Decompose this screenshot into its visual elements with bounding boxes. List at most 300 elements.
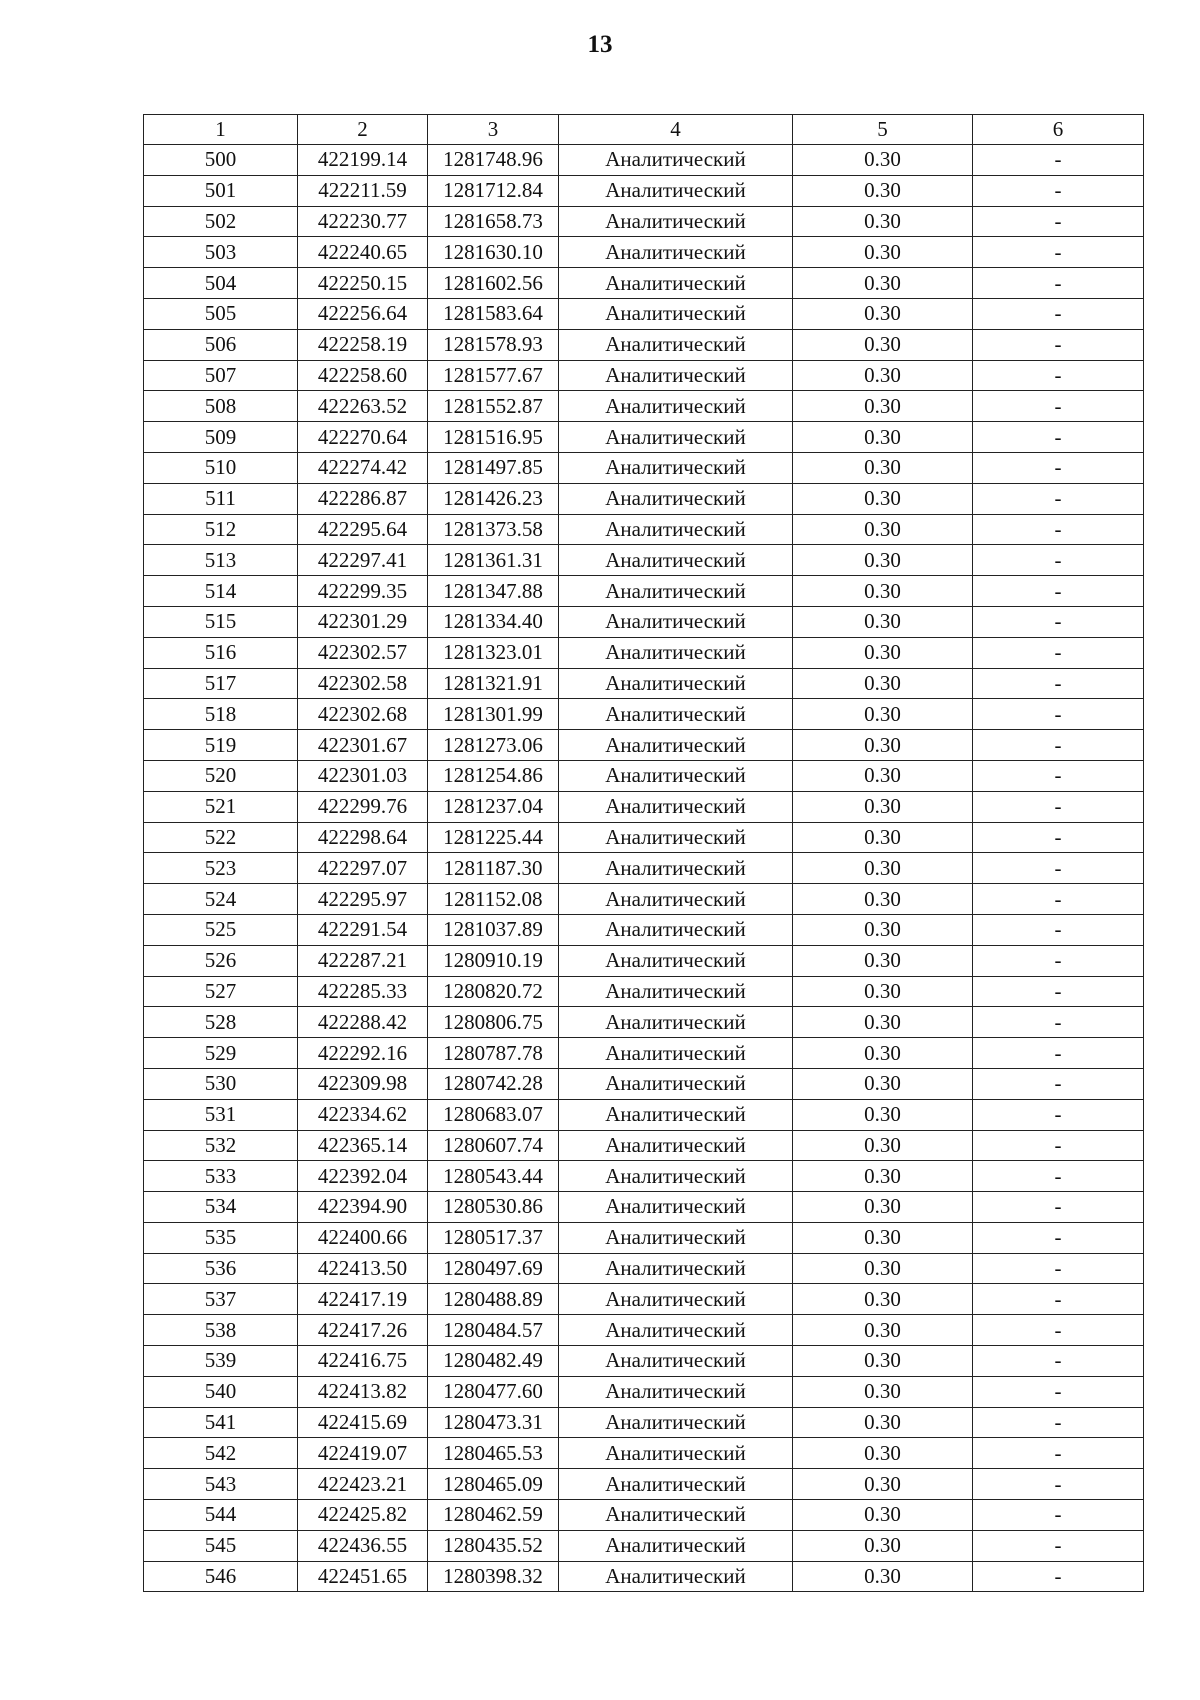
x-coordinate-cell: 422392.04 [298,1161,428,1192]
table-row [144,1561,1144,1592]
y-coordinate-cell: 1281516.95 [428,422,559,453]
method-cell: Аналитический [559,1253,793,1284]
point-number-cell: 516 [144,637,298,668]
x-coordinate-cell: 422419.07 [298,1438,428,1469]
table-row [144,1438,1144,1469]
table-row [144,606,1144,637]
accuracy-cell: 0.30 [793,1530,973,1561]
method-cell: Аналитический [559,237,793,268]
table-row [144,1130,1144,1161]
y-coordinate-cell: 1281301.99 [428,699,559,730]
accuracy-cell: 0.30 [793,1315,973,1346]
method-cell: Аналитический [559,1222,793,1253]
table-row [144,1253,1144,1284]
method-cell: Аналитический [559,1192,793,1223]
point-number-cell: 527 [144,976,298,1007]
table-row [144,1530,1144,1561]
x-coordinate-cell: 422301.67 [298,730,428,761]
x-coordinate-cell: 422302.57 [298,637,428,668]
accuracy-cell: 0.30 [793,391,973,422]
y-coordinate-cell: 1281152.08 [428,884,559,915]
point-number-cell: 531 [144,1099,298,1130]
method-cell: Аналитический [559,1376,793,1407]
x-coordinate-cell: 422211.59 [298,175,428,206]
table-row [144,1161,1144,1192]
note-cell: - [973,268,1144,299]
point-number-cell: 503 [144,237,298,268]
x-coordinate-cell: 422394.90 [298,1192,428,1223]
point-number-cell: 536 [144,1253,298,1284]
accuracy-cell: 0.30 [793,1438,973,1469]
method-cell: Аналитический [559,1099,793,1130]
note-cell: - [973,483,1144,514]
note-cell: - [973,145,1144,176]
table-row [144,145,1144,176]
table-row [144,545,1144,576]
table-row [144,206,1144,237]
point-number-cell: 512 [144,514,298,545]
accuracy-cell: 0.30 [793,483,973,514]
method-cell: Аналитический [559,298,793,329]
method-cell: Аналитический [559,1561,793,1592]
table-row [144,945,1144,976]
point-number-cell: 532 [144,1130,298,1161]
x-coordinate-cell: 422295.64 [298,514,428,545]
x-coordinate-cell: 422416.75 [298,1346,428,1377]
accuracy-cell: 0.30 [793,1068,973,1099]
x-coordinate-cell: 422297.41 [298,545,428,576]
accuracy-cell: 0.30 [793,853,973,884]
point-number-cell: 541 [144,1407,298,1438]
method-cell: Аналитический [559,1407,793,1438]
y-coordinate-cell: 1280683.07 [428,1099,559,1130]
accuracy-cell: 0.30 [793,329,973,360]
point-number-cell: 502 [144,206,298,237]
accuracy-cell: 0.30 [793,637,973,668]
y-coordinate-cell: 1280398.32 [428,1561,559,1592]
point-number-cell: 521 [144,791,298,822]
method-cell: Аналитический [559,360,793,391]
method-cell: Аналитический [559,1068,793,1099]
y-coordinate-cell: 1280787.78 [428,1038,559,1069]
point-number-cell: 500 [144,145,298,176]
x-coordinate-cell: 422263.52 [298,391,428,422]
note-cell: - [973,514,1144,545]
method-cell: Аналитический [559,637,793,668]
note-cell: - [973,1500,1144,1531]
x-coordinate-cell: 422436.55 [298,1530,428,1561]
x-coordinate-cell: 422230.77 [298,206,428,237]
table-row [144,637,1144,668]
accuracy-cell: 0.30 [793,606,973,637]
point-number-cell: 526 [144,945,298,976]
accuracy-cell: 0.30 [793,976,973,1007]
table-row [144,699,1144,730]
point-number-cell: 518 [144,699,298,730]
table-row [144,884,1144,915]
accuracy-cell: 0.30 [793,668,973,699]
x-coordinate-cell: 422291.54 [298,914,428,945]
y-coordinate-cell: 1281225.44 [428,822,559,853]
note-cell: - [973,1068,1144,1099]
accuracy-cell: 0.30 [793,1376,973,1407]
table-row [144,914,1144,945]
x-coordinate-cell: 422301.03 [298,760,428,791]
point-number-cell: 543 [144,1469,298,1500]
y-coordinate-cell: 1281334.40 [428,606,559,637]
column-header: 5 [793,115,973,145]
accuracy-cell: 0.30 [793,452,973,483]
point-number-cell: 538 [144,1315,298,1346]
point-number-cell: 546 [144,1561,298,1592]
point-number-cell: 545 [144,1530,298,1561]
accuracy-cell: 0.30 [793,730,973,761]
y-coordinate-cell: 1281497.85 [428,452,559,483]
point-number-cell: 537 [144,1284,298,1315]
x-coordinate-cell: 422413.50 [298,1253,428,1284]
x-coordinate-cell: 422302.58 [298,668,428,699]
table-row [144,668,1144,699]
y-coordinate-cell: 1281373.58 [428,514,559,545]
table-row [144,1007,1144,1038]
table-row [144,1407,1144,1438]
note-cell: - [973,452,1144,483]
x-coordinate-cell: 422334.62 [298,1099,428,1130]
accuracy-cell: 0.30 [793,206,973,237]
x-coordinate-cell: 422451.65 [298,1561,428,1592]
point-number-cell: 511 [144,483,298,514]
method-cell: Аналитический [559,1130,793,1161]
note-cell: - [973,699,1144,730]
column-header: 4 [559,115,793,145]
note-cell: - [973,730,1144,761]
x-coordinate-cell: 422417.19 [298,1284,428,1315]
point-number-cell: 507 [144,360,298,391]
y-coordinate-cell: 1280462.59 [428,1500,559,1531]
accuracy-cell: 0.30 [793,514,973,545]
table-row [144,329,1144,360]
page-number: 13 [587,31,613,58]
y-coordinate-cell: 1281347.88 [428,576,559,607]
table-row [144,514,1144,545]
method-cell: Аналитический [559,1007,793,1038]
table-row [144,1192,1144,1223]
table-row [144,730,1144,761]
y-coordinate-cell: 1280477.60 [428,1376,559,1407]
method-cell: Аналитический [559,606,793,637]
accuracy-cell: 0.30 [793,1407,973,1438]
x-coordinate-cell: 422286.87 [298,483,428,514]
point-number-cell: 534 [144,1192,298,1223]
table-row [144,791,1144,822]
y-coordinate-cell: 1281273.06 [428,730,559,761]
y-coordinate-cell: 1281583.64 [428,298,559,329]
x-coordinate-cell: 422425.82 [298,1500,428,1531]
note-cell: - [973,298,1144,329]
table-row [144,422,1144,453]
y-coordinate-cell: 1280482.49 [428,1346,559,1377]
table-row [144,360,1144,391]
y-coordinate-cell: 1280484.57 [428,1315,559,1346]
method-cell: Аналитический [559,1500,793,1531]
accuracy-cell: 0.30 [793,699,973,730]
table-row [144,1284,1144,1315]
note-cell: - [973,545,1144,576]
method-cell: Аналитический [559,576,793,607]
accuracy-cell: 0.30 [793,576,973,607]
x-coordinate-cell: 422297.07 [298,853,428,884]
method-cell: Аналитический [559,1438,793,1469]
method-cell: Аналитический [559,699,793,730]
note-cell: - [973,976,1144,1007]
x-coordinate-cell: 422250.15 [298,268,428,299]
table-row [144,1500,1144,1531]
accuracy-cell: 0.30 [793,422,973,453]
method-cell: Аналитический [559,391,793,422]
method-cell: Аналитический [559,760,793,791]
accuracy-cell: 0.30 [793,914,973,945]
note-cell: - [973,1038,1144,1069]
point-number-cell: 514 [144,576,298,607]
x-coordinate-cell: 422258.19 [298,329,428,360]
table-row [144,175,1144,206]
point-number-cell: 501 [144,175,298,206]
point-number-cell: 529 [144,1038,298,1069]
table-row [144,1038,1144,1069]
note-cell: - [973,329,1144,360]
note-cell: - [973,360,1144,391]
accuracy-cell: 0.30 [793,884,973,915]
accuracy-cell: 0.30 [793,268,973,299]
y-coordinate-cell: 1281578.93 [428,329,559,360]
note-cell: - [973,1407,1144,1438]
x-coordinate-cell: 422302.68 [298,699,428,730]
x-coordinate-cell: 422309.98 [298,1068,428,1099]
x-coordinate-cell: 422287.21 [298,945,428,976]
y-coordinate-cell: 1280607.74 [428,1130,559,1161]
accuracy-cell: 0.30 [793,298,973,329]
y-coordinate-cell: 1281748.96 [428,145,559,176]
note-cell: - [973,1130,1144,1161]
accuracy-cell: 0.30 [793,1346,973,1377]
method-cell: Аналитический [559,483,793,514]
column-header: 2 [298,115,428,145]
note-cell: - [973,822,1144,853]
note-cell: - [973,1346,1144,1377]
note-cell: - [973,1007,1144,1038]
y-coordinate-cell: 1280497.69 [428,1253,559,1284]
x-coordinate-cell: 422258.60 [298,360,428,391]
accuracy-cell: 0.30 [793,237,973,268]
point-number-cell: 519 [144,730,298,761]
method-cell: Аналитический [559,452,793,483]
method-cell: Аналитический [559,145,793,176]
note-cell: - [973,760,1144,791]
accuracy-cell: 0.30 [793,1038,973,1069]
accuracy-cell: 0.30 [793,1161,973,1192]
method-cell: Аналитический [559,329,793,360]
table-row [144,452,1144,483]
note-cell: - [973,237,1144,268]
note-cell: - [973,1284,1144,1315]
method-cell: Аналитический [559,206,793,237]
table-row [144,576,1144,607]
method-cell: Аналитический [559,822,793,853]
table-row [144,1099,1144,1130]
method-cell: Аналитический [559,976,793,1007]
table-row [144,1222,1144,1253]
table-row [144,298,1144,329]
accuracy-cell: 0.30 [793,1007,973,1038]
note-cell: - [973,1561,1144,1592]
accuracy-cell: 0.30 [793,360,973,391]
y-coordinate-cell: 1281552.87 [428,391,559,422]
table-row [144,976,1144,1007]
y-coordinate-cell: 1281577.67 [428,360,559,391]
x-coordinate-cell: 422295.97 [298,884,428,915]
table-row [144,391,1144,422]
note-cell: - [973,853,1144,884]
method-cell: Аналитический [559,1161,793,1192]
point-number-cell: 506 [144,329,298,360]
point-number-cell: 523 [144,853,298,884]
y-coordinate-cell: 1280435.52 [428,1530,559,1561]
y-coordinate-cell: 1281426.23 [428,483,559,514]
y-coordinate-cell: 1281037.89 [428,914,559,945]
note-cell: - [973,391,1144,422]
y-coordinate-cell: 1281254.86 [428,760,559,791]
accuracy-cell: 0.30 [793,1099,973,1130]
method-cell: Аналитический [559,945,793,976]
point-number-cell: 525 [144,914,298,945]
x-coordinate-cell: 422365.14 [298,1130,428,1161]
accuracy-cell: 0.30 [793,1469,973,1500]
x-coordinate-cell: 422301.29 [298,606,428,637]
x-coordinate-cell: 422270.64 [298,422,428,453]
accuracy-cell: 0.30 [793,1192,973,1223]
method-cell: Аналитический [559,1469,793,1500]
x-coordinate-cell: 422256.64 [298,298,428,329]
method-cell: Аналитический [559,175,793,206]
y-coordinate-cell: 1280820.72 [428,976,559,1007]
table-row [144,853,1144,884]
point-number-cell: 504 [144,268,298,299]
y-coordinate-cell: 1280543.44 [428,1161,559,1192]
point-number-cell: 535 [144,1222,298,1253]
point-number-cell: 533 [144,1161,298,1192]
method-cell: Аналитический [559,1530,793,1561]
point-number-cell: 513 [144,545,298,576]
y-coordinate-cell: 1280517.37 [428,1222,559,1253]
x-coordinate-cell: 422288.42 [298,1007,428,1038]
table-row [144,1346,1144,1377]
x-coordinate-cell: 422299.35 [298,576,428,607]
table-row [144,822,1144,853]
note-cell: - [973,1530,1144,1561]
note-cell: - [973,175,1144,206]
note-cell: - [973,1161,1144,1192]
point-number-cell: 542 [144,1438,298,1469]
table-row [144,1068,1144,1099]
note-cell: - [973,637,1144,668]
y-coordinate-cell: 1281630.10 [428,237,559,268]
point-number-cell: 505 [144,298,298,329]
note-cell: - [973,1469,1144,1500]
x-coordinate-cell: 422274.42 [298,452,428,483]
table-body [144,115,1144,1592]
method-cell: Аналитический [559,1315,793,1346]
y-coordinate-cell: 1281321.91 [428,668,559,699]
coordinates-table [143,114,1144,1592]
note-cell: - [973,1438,1144,1469]
note-cell: - [973,1315,1144,1346]
y-coordinate-cell: 1280465.53 [428,1438,559,1469]
note-cell: - [973,668,1144,699]
y-coordinate-cell: 1281361.31 [428,545,559,576]
method-cell: Аналитический [559,422,793,453]
point-number-cell: 544 [144,1500,298,1531]
y-coordinate-cell: 1280742.28 [428,1068,559,1099]
table-row [144,483,1144,514]
accuracy-cell: 0.30 [793,945,973,976]
point-number-cell: 540 [144,1376,298,1407]
accuracy-cell: 0.30 [793,1561,973,1592]
table-row [144,237,1144,268]
note-cell: - [973,884,1144,915]
point-number-cell: 530 [144,1068,298,1099]
point-number-cell: 509 [144,422,298,453]
accuracy-cell: 0.30 [793,1222,973,1253]
x-coordinate-cell: 422199.14 [298,145,428,176]
note-cell: - [973,576,1144,607]
note-cell: - [973,206,1144,237]
point-number-cell: 520 [144,760,298,791]
point-number-cell: 522 [144,822,298,853]
x-coordinate-cell: 422415.69 [298,1407,428,1438]
x-coordinate-cell: 422292.16 [298,1038,428,1069]
note-cell: - [973,1222,1144,1253]
method-cell: Аналитический [559,1284,793,1315]
accuracy-cell: 0.30 [793,791,973,822]
method-cell: Аналитический [559,1346,793,1377]
method-cell: Аналитический [559,1038,793,1069]
method-cell: Аналитический [559,791,793,822]
note-cell: - [973,1376,1144,1407]
column-header: 3 [428,115,559,145]
table-row [144,1376,1144,1407]
y-coordinate-cell: 1281237.04 [428,791,559,822]
method-cell: Аналитический [559,853,793,884]
y-coordinate-cell: 1280530.86 [428,1192,559,1223]
note-cell: - [973,606,1144,637]
x-coordinate-cell: 422285.33 [298,976,428,1007]
accuracy-cell: 0.30 [793,1130,973,1161]
column-header: 6 [973,115,1144,145]
accuracy-cell: 0.30 [793,1253,973,1284]
table-row [144,1469,1144,1500]
point-number-cell: 515 [144,606,298,637]
note-cell: - [973,791,1144,822]
table-row [144,1315,1144,1346]
x-coordinate-cell: 422423.21 [298,1469,428,1500]
table-row [144,760,1144,791]
x-coordinate-cell: 422298.64 [298,822,428,853]
note-cell: - [973,1253,1144,1284]
accuracy-cell: 0.30 [793,175,973,206]
x-coordinate-cell: 422299.76 [298,791,428,822]
y-coordinate-cell: 1280910.19 [428,945,559,976]
x-coordinate-cell: 422417.26 [298,1315,428,1346]
